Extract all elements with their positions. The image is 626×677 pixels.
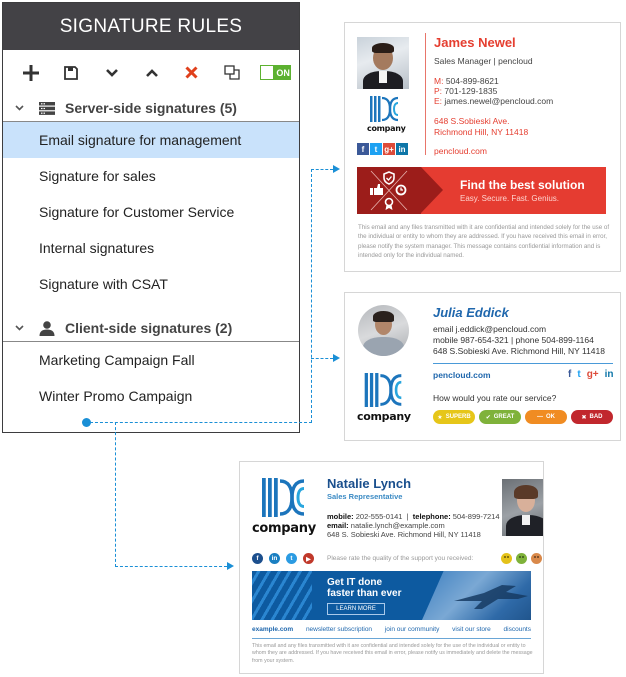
move-down-button[interactable] [91, 61, 131, 85]
connector-line [311, 169, 312, 423]
banner-line-1: Get IT done [327, 577, 382, 588]
rule-label: Winter Promo Campaign [39, 388, 193, 404]
profile-photo [358, 305, 409, 356]
banner-title: Find the best solution [460, 178, 585, 192]
check-icon: ✔ [485, 414, 491, 421]
star-icon: ★ [437, 414, 443, 421]
toolbar [3, 50, 299, 95]
email-line: email j.eddick@pencloud.com [433, 324, 547, 334]
plus-icon [23, 65, 39, 81]
twitter-icon[interactable]: t [370, 143, 382, 155]
rule-label: Email signature for management [39, 132, 242, 148]
save-icon [64, 66, 78, 80]
rating-label: OK [546, 414, 555, 420]
signature-preview-promo [239, 461, 544, 674]
promo-banner[interactable] [252, 571, 531, 620]
profile-photo [502, 479, 544, 536]
connector-line [115, 566, 227, 567]
toggle-knob [261, 66, 273, 79]
signature-title: Sales Representative [327, 492, 403, 501]
mobile-label: M: [434, 76, 444, 86]
divider [433, 363, 613, 364]
enable-toggle[interactable] [260, 65, 291, 80]
rule-label: Signature for sales [39, 168, 156, 184]
x-icon: ✖ [581, 414, 587, 421]
delete-button[interactable] [172, 61, 212, 85]
rating-label: SUPERB [445, 414, 471, 420]
telephone-label: telephone: [412, 512, 451, 521]
profile-photo [357, 37, 409, 89]
company-logo-text: company [252, 521, 316, 536]
company-logo-text: company [357, 410, 411, 423]
address-line-2: Richmond Hill, NY 11418 [434, 127, 529, 137]
social-icons [357, 143, 408, 155]
chevron-down-icon [106, 69, 118, 77]
linkedin-icon[interactable]: in [269, 553, 280, 564]
learn-more-button[interactable]: LEARN MORE [327, 603, 385, 615]
divider [425, 33, 426, 155]
copy-icon [224, 65, 240, 80]
signature-title: Sales Manager | pencloud [434, 56, 533, 66]
rating-ok-button[interactable] [525, 410, 567, 424]
email-line [327, 521, 445, 530]
arrow-right-icon [333, 165, 340, 173]
website-link[interactable]: pencloud.com [434, 146, 487, 156]
youtube-icon[interactable]: ▶ [303, 553, 314, 564]
footer-links [252, 626, 531, 633]
rating-bad-button[interactable] [571, 410, 613, 424]
rule-item[interactable] [3, 378, 299, 414]
rating-buttons [433, 410, 613, 424]
linkedin-icon[interactable]: in [604, 369, 614, 380]
email-value: natalie.lynch@example.com [350, 521, 445, 530]
connector-line [311, 169, 333, 170]
website-link[interactable]: pencloud.com [433, 370, 491, 380]
rating-great-button[interactable] [479, 410, 521, 424]
save-button[interactable] [51, 61, 91, 85]
promo-banner[interactable] [357, 167, 606, 214]
address-line-1: 648 S.Sobieski Ave. [434, 116, 510, 126]
move-up-button[interactable] [132, 61, 172, 85]
facebook-icon[interactable]: f [357, 143, 369, 155]
signature-rules-panel [2, 2, 300, 433]
phone-line [434, 86, 497, 96]
banner-headline [327, 577, 401, 599]
group-label: Server-side signatures (5) [65, 100, 237, 116]
address-line: 648 S. Sobieski Ave. Richmond Hill, NY 11418 [327, 530, 481, 539]
facebook-icon[interactable]: f [568, 369, 572, 380]
phone-value: 701-129-1835 [444, 86, 498, 96]
rule-item[interactable] [3, 266, 299, 302]
rule-label: Signature with CSAT [39, 276, 168, 292]
footer-link[interactable]: newsletter subscription [305, 626, 373, 633]
server-icon [39, 102, 55, 115]
google-plus-icon[interactable]: g+ [586, 369, 599, 380]
footer-link[interactable]: example.com [252, 626, 294, 633]
company-logo-text: company [367, 124, 406, 133]
arrow-right-icon [227, 562, 234, 570]
rating-label: GREAT [493, 414, 515, 420]
mobile-value: 202-555-0141 [355, 512, 403, 521]
signature-name: Natalie Lynch [327, 476, 412, 491]
chevron-up-icon [146, 69, 158, 77]
close-icon [185, 66, 198, 79]
rule-label: Signature for Customer Service [39, 204, 235, 220]
social-icons [252, 553, 314, 564]
facebook-icon[interactable]: f [252, 553, 263, 564]
email-label: email: [327, 521, 349, 530]
banner-line-2: faster than ever [327, 588, 402, 599]
chevron-down-icon[interactable] [15, 325, 27, 331]
banner-icon-panel [357, 167, 421, 214]
signature-preview-csat [344, 292, 621, 441]
social-icons [568, 369, 614, 380]
signature-name: James Newel [434, 35, 516, 50]
dash-icon: — [537, 414, 543, 420]
rule-label: Internal signatures [39, 240, 155, 256]
footer-link[interactable]: discounts [503, 626, 531, 633]
mobile-label: mobile: [327, 512, 354, 521]
banner-stripes [252, 571, 312, 620]
company-logo-icon [370, 96, 398, 122]
rule-label: Marketing Campaign Fall [39, 352, 195, 368]
rule-item[interactable] [3, 230, 299, 266]
rule-item[interactable] [3, 122, 299, 158]
rating-superb-button[interactable] [433, 410, 475, 424]
connector-line [115, 422, 116, 567]
disclaimer: This email and any files transmitted with it are confidential and intended solely for the use of the individual or entity to whom they are addressed. If you have received this email in error, please notify the system manager. This message contains confidential information and is intended only for the individual named. [358, 224, 610, 260]
address-line: 648 S.Sobieski Ave. Richmond Hill, NY 11418 [433, 346, 605, 356]
toggle-label: ON [276, 67, 290, 78]
address [434, 116, 528, 138]
email-label: E: [434, 96, 443, 106]
mobile-line [434, 76, 499, 86]
phone-label: P: [434, 86, 443, 96]
footer-link[interactable]: join our community [384, 626, 440, 633]
signature-preview-management [344, 22, 621, 272]
arrow-right-icon [333, 354, 340, 362]
banner-subtitle: Easy. Secure. Fast. Genius. [460, 194, 560, 203]
connector-line [90, 422, 312, 423]
company-logo-icon [364, 373, 402, 407]
divider [252, 638, 531, 639]
mobile-value: 504-899-8621 [445, 76, 499, 86]
jet-icon [452, 581, 531, 611]
rule-item[interactable] [3, 194, 299, 230]
connector-line [311, 358, 333, 359]
add-button[interactable] [11, 61, 51, 85]
features-icon [357, 167, 421, 214]
twitter-icon[interactable]: t [577, 369, 581, 380]
google-plus-icon[interactable]: g+ [384, 144, 394, 154]
rule-item[interactable] [3, 342, 299, 378]
email-value: james.newel@pencloud.com [444, 96, 554, 106]
rule-item[interactable] [3, 158, 299, 194]
rating-question: How would you rate our service? [433, 393, 557, 403]
phone-line: mobile 987-654-321 | phone 504-899-1164 [433, 335, 594, 345]
signature-name: Julia Eddick [433, 305, 509, 320]
phone-line: mobile: 202-555-0141 | telephone: 504-899-7214 [327, 512, 500, 521]
banner-arrow [421, 167, 443, 213]
user-icon [39, 321, 55, 336]
smiley-happy-icon[interactable] [516, 553, 527, 564]
panel-title: SIGNATURE RULES [3, 3, 299, 50]
smiley-neutral-icon[interactable] [531, 553, 542, 564]
email-line [434, 96, 553, 106]
disclaimer: This email and any files transmitted with it are confidential and intended solely for the use of the individual or entity to whom they are addressed. If you have received this email in error, please notify us immediately and delete the message from your system. [252, 643, 533, 664]
twitter-icon[interactable]: t [286, 553, 297, 564]
footer-link[interactable]: visit our store [452, 626, 491, 633]
rating-smileys [501, 553, 544, 564]
banner-jet-image [422, 571, 531, 620]
group-client-side[interactable] [3, 315, 299, 342]
rating-question: Please rate the quality of the support you received: [327, 555, 474, 562]
telephone-value: 504-899-7214 [452, 512, 500, 521]
copy-button[interactable] [212, 61, 252, 85]
group-server-side[interactable] [3, 95, 299, 122]
rating-label: BAD [589, 414, 603, 420]
smiley-very-happy-icon[interactable] [501, 553, 512, 564]
company-logo-icon [262, 478, 304, 517]
group-label: Client-side signatures (2) [65, 320, 233, 336]
chevron-down-icon[interactable] [15, 105, 27, 111]
linkedin-icon[interactable]: in [396, 143, 408, 155]
